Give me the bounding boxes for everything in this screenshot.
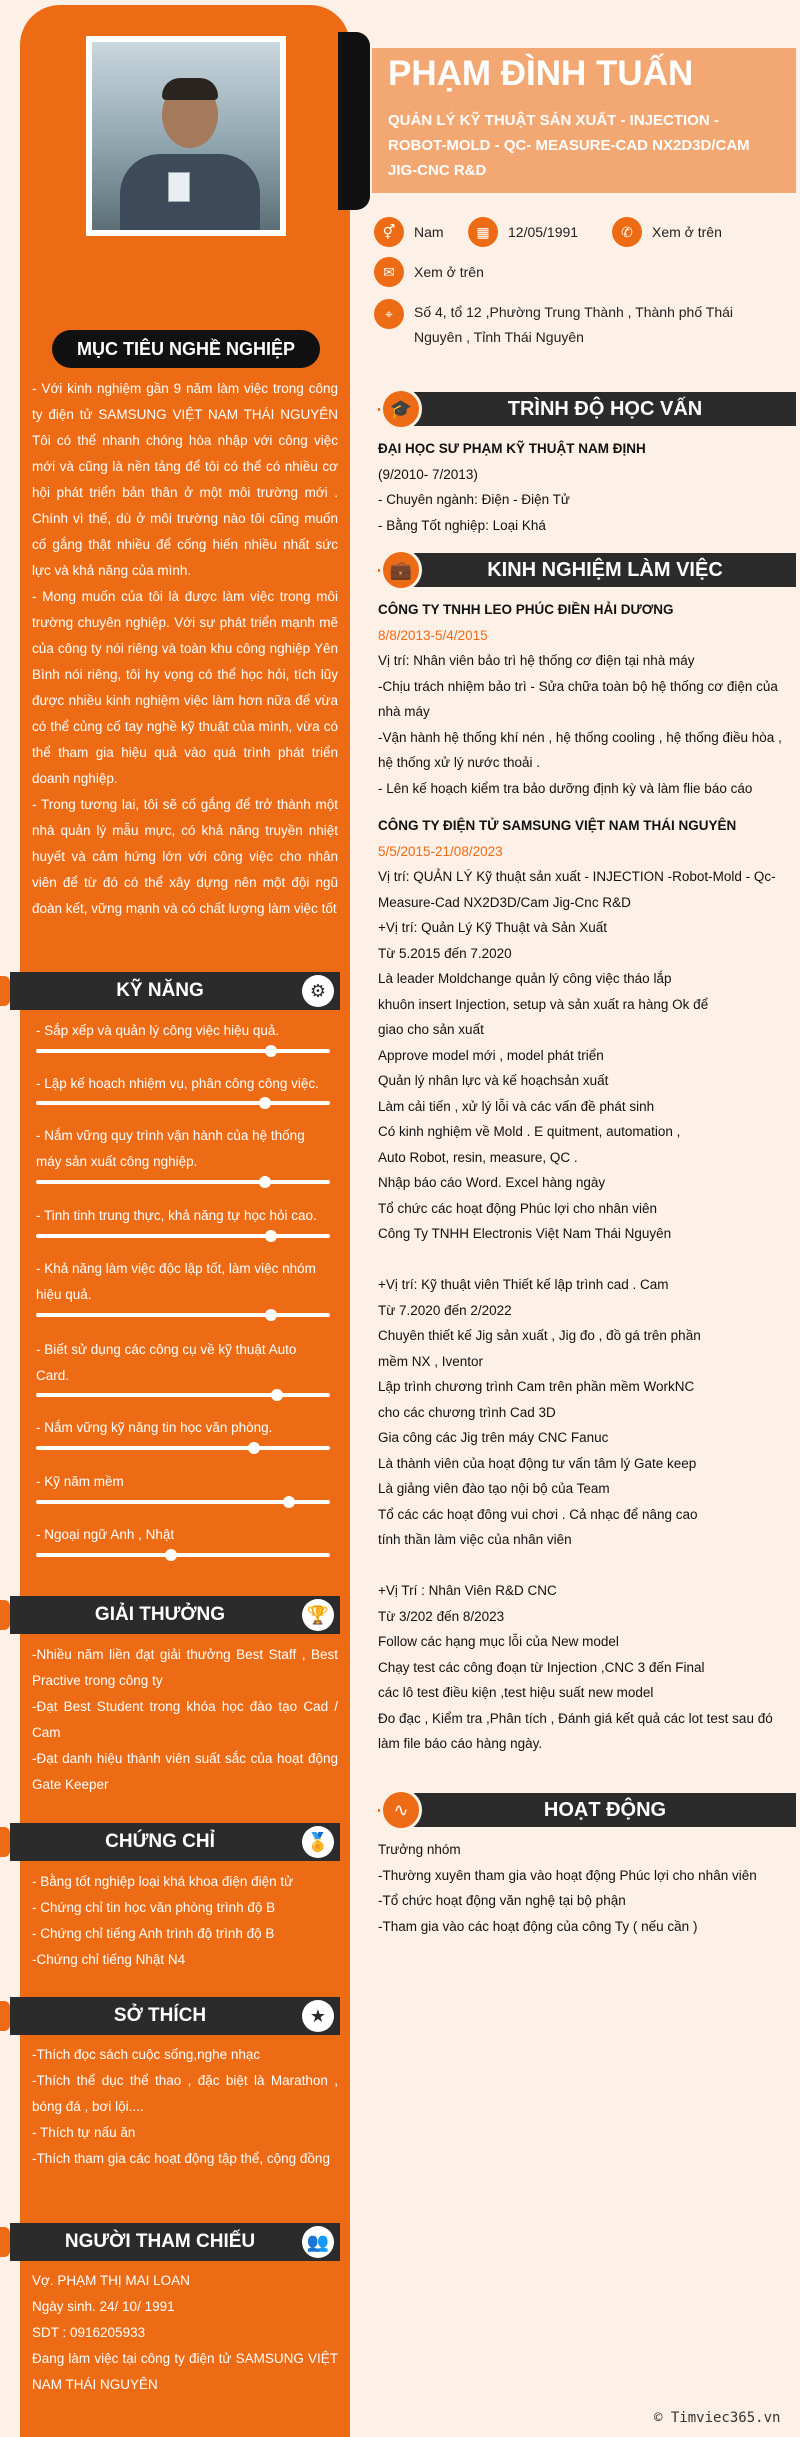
skill-label: - Kỹ năm mềm [36, 1474, 124, 1489]
job-line: Đo đạc , Kiểm tra ,Phân tích , Đánh giá kết quả các lot test sau đó làm file báo cáo hàng ngày. [378, 1710, 773, 1751]
job-line: -Vận hành hệ thống khí nén , hệ thống cooling , hệ thống điều hòa , hệ thống xử lý nước thoải . [378, 729, 782, 770]
skill-label: - Lập kế hoạch nhiệm vụ, phân công công việc. [36, 1076, 319, 1091]
references-title: NGƯỜI THAM CHIẾU [10, 2223, 340, 2261]
medal-icon: 🏅 [302, 1826, 334, 1858]
education-line: - Bằng Tốt nghiệp: Loại Khá [378, 517, 546, 533]
awards-header [0, 1596, 340, 1634]
objective-paragraph: - Với kinh nghiệm gần 9 năm làm việc trong công ty điện tử SAMSUNG VIỆT NAM THÁI NGUYÊN Tôi có thể nhanh chóng hòa nhập với công việc mới và cũng là nền tảng để tôi có thể có nhiều cơ hội phát triển bản thân ở một môi trường mới . Chính vì thế, dù ở môi trường nào tôi cũng muốn cố gắng thật nhiều để cống hiến nhiều nhất sức lực và khả năng của mình. [32, 381, 338, 578]
skill-label: - Nắm vững quy trình vận hành của hệ thống máy sản xuất công nghiệp. [36, 1128, 305, 1169]
job-company: CÔNG TY ĐIỆN TỬ SAMSUNG VIỆT NAM THÁI NGUYÊN [378, 818, 737, 833]
activity-line: -Thường xuyên tham gia vào hoạt động Phúc lợi cho nhân viên [378, 1867, 757, 1883]
education-text [378, 436, 782, 538]
skill-level-bar [36, 1101, 330, 1105]
skill-level-bar [36, 1393, 330, 1397]
certificate-line: - Bằng tốt nghiệp loại khá khoa điện điện tử [32, 1874, 294, 1889]
award-line: -Đạt Best Student trong khóa học đào tạo Cad / Cam [32, 1699, 338, 1740]
education-line: - Chuyên ngành: Điện - Điện Tử [378, 492, 570, 507]
objective-paragraph: - Trong tương lai, tôi sẽ cố gắng để trở thành một nhà quản lý mẫu mực, có khả năng truyền nhiệt huyết và cảm hứng lớn với công việc cho nhân viên để từ đó có thể xây dựng nên một đội ngũ đoàn kết, vững mạnh và có chất lượng làm việc tốt [32, 797, 338, 916]
activity-line: Trưởng nhóm [378, 1842, 461, 1857]
skill-label: - Tinh tinh trung thực, khả năng tự học hỏi cao. [36, 1208, 317, 1223]
skills-title: KỸ NĂNG [10, 972, 340, 1010]
activities-title: HOẠT ĐỘNG [414, 1793, 796, 1827]
skill-level-bar [36, 1049, 330, 1053]
hobbies-header [0, 1997, 340, 2035]
job-line [378, 1553, 782, 1579]
skill-label: - Nắm vững kỹ năng tin học văn phòng. [36, 1420, 273, 1435]
awards-title: GIẢI THƯỞNG [10, 1596, 340, 1634]
skill-level-knob [271, 1389, 283, 1401]
education-title: TRÌNH ĐỘ HỌC VẤN [414, 392, 796, 426]
star-icon: ★ [302, 2000, 334, 2032]
job-line: Follow các hạng mục lỗi của New model [378, 1634, 619, 1649]
job-line: Là thành viên của hoạt động tư vấn tâm lý Gate keep [378, 1455, 697, 1471]
reference-line: Đang làm việc tại công ty điện tử SAMSUNG VIỆT NAM THÁI NGUYÊN [32, 2351, 338, 2392]
reference-line: Ngày sinh. 24/ 10/ 1991 [32, 2299, 175, 2314]
skill-level-bar [36, 1553, 330, 1557]
gender-icon: ⚥ [374, 217, 404, 247]
skill-level-bar [36, 1500, 330, 1504]
hobbies-text [32, 2042, 338, 2172]
experience-title: KINH NGHIỆM LÀM VIỆC [414, 553, 796, 587]
education-school: ĐẠI HỌC SƯ PHẠM KỸ THUẬT NAM ĐỊNH [378, 441, 646, 456]
skill-level-bar [36, 1313, 330, 1317]
job-line: +Vị trí: Kỹ thuật viên Thiết kế lập trình cad . Cam [378, 1277, 669, 1292]
job-line: cho các chương trình Cad 3D [378, 1404, 556, 1420]
job-line: Từ 7.2020 đến 2/2022 [378, 1302, 512, 1318]
job-line: Lập trình chương trình Cam trên phần mềm WorkNC [378, 1379, 695, 1394]
briefcase-icon: 💼 [380, 549, 422, 591]
certificate-line: - Chứng chỉ tin học văn phòng trình độ B [32, 1900, 276, 1915]
skill-level-knob [248, 1442, 260, 1454]
hobbies-title: SỞ THÍCH [10, 1997, 340, 2035]
job-line: Vị trí: Nhân viên bảo trì hệ thống cơ điện tại nhà máy [378, 653, 695, 668]
experience-header [378, 549, 796, 591]
activities-text [378, 1837, 782, 1939]
job-period: 8/8/2013-5/4/2015 [378, 627, 488, 643]
certificates-text [32, 1869, 338, 1973]
job-line: Tổ các các hoạt đông vui chơi . Cả nhạc để nâng cao [378, 1506, 698, 1522]
reference-line: SDT : 0916205933 [32, 2325, 146, 2340]
candidate-name: PHẠM ĐÌNH TUẤN [388, 54, 694, 93]
phone-icon: ✆ [612, 217, 642, 247]
experience-text [378, 597, 782, 1757]
pulse-icon: ∿ [380, 1789, 422, 1831]
job-line: Tổ chức các hoạt động Phúc lợi cho nhân viên [378, 1200, 658, 1216]
phone-value: Xem ở trên [652, 224, 722, 240]
skill-label: - Khả năng làm việc độc lập tốt, làm việc nhóm hiệu quả. [36, 1261, 316, 1302]
header-accent-bar [338, 32, 370, 210]
objective-title: MỤC TIÊU NGHỀ NGHIỆP [52, 330, 320, 368]
job-line: Gia công các Jig trên máy CNC Fanuc [378, 1430, 609, 1445]
job-line: mềm NX , Iventor [378, 1353, 484, 1369]
hobby-line: -Thích đọc sách cuộc sống,nghe nhạc [32, 2047, 261, 2062]
location-icon: ⌖ [374, 299, 404, 329]
education-period: (9/2010- 7/2013) [378, 466, 478, 482]
job-line: Approve model mới , model phát triển [378, 1047, 604, 1063]
job-line: khuôn insert Injection, setup và sản xuất ra hàng Ok để [378, 996, 709, 1012]
references-header [0, 2223, 340, 2261]
hobby-line: -Thích thể dục thể thao , đặc biệt là Marathon , bóng đá , bơi lội.... [32, 2073, 338, 2114]
address-value: Số 4, tổ 12 ,Phường Trung Thành , Thành phố Thái Nguyên , Tỉnh Thái Nguyên [414, 304, 733, 345]
job-line: các lô test điều kiện ,test hiệu suất new model [378, 1685, 654, 1700]
skills-header [0, 972, 340, 1010]
education-header [378, 388, 796, 430]
skill-label: - Ngoại ngữ Anh , Nhật [36, 1527, 175, 1542]
job-line: Chạy test các công đoạn từ Injection ,CNC 3 đến Final [378, 1659, 705, 1675]
certificate-line: - Chứng chỉ tiếng Anh trình độ trình độ B [32, 1926, 275, 1941]
dob-value: 12/05/1991 [508, 224, 579, 240]
job-line: Từ 3/202 đến 8/2023 [378, 1608, 505, 1624]
job-line: +Vị trí: Quản Lý Kỹ Thuật và Sản Xuất [378, 920, 608, 935]
trophy-icon: 🏆 [302, 1599, 334, 1631]
job-line: Làm cải tiến , xử lý lỗi và các vấn đề phát sinh [378, 1098, 655, 1114]
graduation-cap-icon: 🎓 [380, 388, 422, 430]
gear-icon: ⚙ [302, 975, 334, 1007]
job-period: 5/5/2015-21/08/2023 [378, 843, 503, 859]
job-line: Công Ty TNHH Electronis Việt Nam Thái Nguyên [378, 1226, 672, 1241]
job-line: giao cho sản xuất [378, 1022, 484, 1037]
job-line: - Lên kế hoạch kiểm tra bảo dưỡng định kỳ và làm flie báo cáo [378, 780, 753, 796]
job-line: Vị trí: QUẢN LÝ Kỹ thuật sản xuất - INJECTION -Robot-Mold - Qc- Measure-Cad NX2D3D/Cam Jig-Cnc R&D [378, 869, 776, 910]
job-line: Là leader Moldchange quản lý công việc tháo lắp [378, 971, 672, 986]
skill-level-bar [36, 1234, 330, 1238]
left-column [0, 0, 355, 2437]
job-line: Auto Robot, resin, measure, QC . [378, 1149, 578, 1165]
profile-photo [86, 36, 286, 236]
footer-watermark: © Timviec365.vn [654, 2410, 781, 2426]
references-text [32, 2268, 338, 2398]
skill-level-bar [36, 1446, 330, 1450]
hobby-line: - Thích tự nấu ăn [32, 2125, 136, 2140]
activity-line: -Tham gia vào các hoạt động của công Ty ( nếu cần ) [378, 1918, 698, 1934]
people-icon: 👥 [302, 2226, 334, 2258]
job-line: Là giảng viên đào tạo nội bộ của Team [378, 1481, 610, 1496]
certificates-title: CHỨNG CHỈ [10, 1823, 340, 1861]
activities-header [378, 1789, 796, 1831]
awards-text [32, 1642, 338, 1798]
job-line: +Vị Trí : Nhân Viên R&D CNC [378, 1583, 557, 1598]
certificate-line: -Chứng chỉ tiếng Nhật N4 [32, 1952, 186, 1967]
job-line: Nhập báo cáo Word. Excel hàng ngày [378, 1175, 606, 1190]
skill-level-knob [283, 1496, 295, 1508]
objective-paragraph: - Mong muốn của tôi là được làm việc trong môi trường chuyên nghiệp. Với sự phát triển mạnh mẽ của công ty nói riêng và toàn khu công nghiệp Yên Bình nói riêng, tôi hy vọng có thể học hỏi, tích lũy được nhiều kinh nghiệm việc làm hơn nữa để vừa có thể củng cố tay nghề kỹ thuật của mình, vừa có thể tham gia hiệu quả vào quá trình phát triển doanh nghiệp. [32, 589, 338, 786]
reference-line: Vợ. PHẠM THỊ MAI LOAN [32, 2273, 190, 2288]
award-line: -Nhiều năm liền đạt giải thưởng Best Staff , Best Practive trong công ty [32, 1647, 338, 1688]
hobby-line: -Thích tham gia các hoạt động tập thể, cộng đồng [32, 2151, 330, 2166]
job-line: Chuyên thiết kế Jig sản xuất , Jig đo , đồ gá trên phần [378, 1328, 701, 1343]
calendar-icon: ▦ [468, 217, 498, 247]
job-line: -Chịu trách nhiệm bảo trì - Sửa chữa toàn bộ hệ thống cơ điện của nhà máy [378, 678, 778, 719]
email-icon: ✉ [374, 257, 404, 287]
skill-label: - Sắp xếp và quản lý công việc hiệu quả. [36, 1023, 280, 1038]
email-value: Xem ở trên [414, 264, 484, 280]
activity-line: -Tổ chức hoạt động văn nghệ tại bộ phận [378, 1893, 626, 1908]
candidate-role: QUẢN LÝ KỸ THUẬT SẢN XUẤT - INJECTION - ROBOT-MOLD - QC- MEASURE-CAD NX2D3D/CAM JIG-CNC R&D [388, 112, 750, 179]
job-company: CÔNG TY TNHH LEO PHÚC ĐIỀN HẢI DƯƠNG [378, 602, 674, 617]
award-line: -Đạt danh hiệu thành viên suất sắc của hoạt động Gate Keeper [32, 1751, 338, 1792]
job-line: Quản lý nhân lực và kế hoạchsản xuất [378, 1073, 609, 1088]
certificates-header [0, 1823, 340, 1861]
gender-value: Nam [414, 224, 444, 240]
skill-level-bar [36, 1180, 330, 1184]
job-line: Từ 5.2015 đến 7.2020 [378, 945, 512, 961]
objective-text [32, 376, 338, 922]
job-line [378, 1247, 782, 1273]
skill-label: - Biết sử dụng các công cụ về kỹ thuật Auto Card. [36, 1342, 297, 1383]
job-line: tính thần làm việc của nhân viên [378, 1532, 572, 1547]
job-line: Có kinh nghiệm về Mold . E quitment, automation , [378, 1124, 681, 1139]
